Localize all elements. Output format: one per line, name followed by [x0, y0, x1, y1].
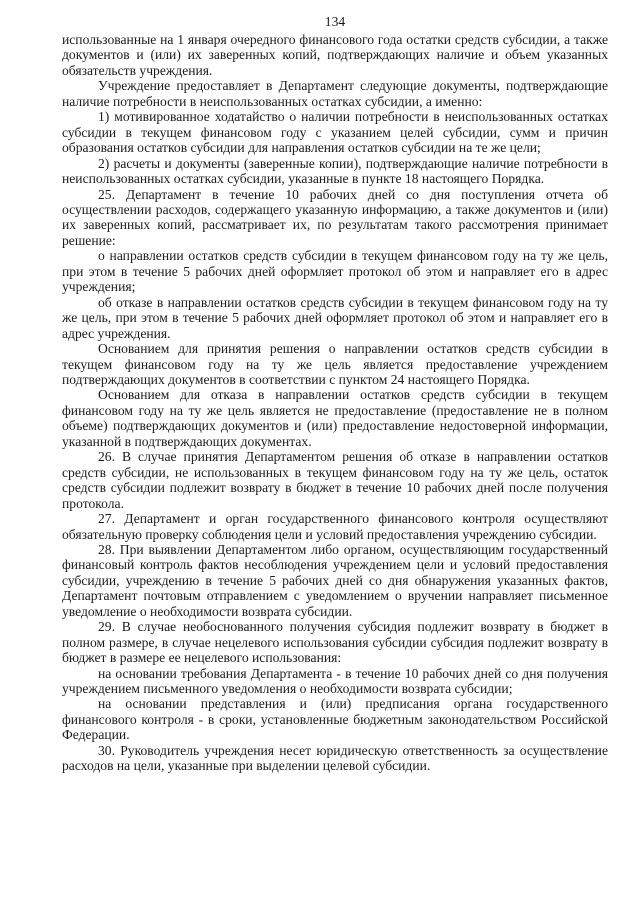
paragraph: об отказе в направлении остатков средств субсидии в текущем финансовом году на ту же цель, при этом в течение 5 рабочих дней оформляет протокол об этом и направляет его в адрес учреждения.: [62, 294, 608, 341]
paragraph: 29. В случае необоснованного получения субсидия подлежит возврату в бюджет в полном размере, в случае нецелевого использования субсидии субсидия подлежит возврату в бюджет в размере ее нецелевого использования:: [62, 619, 608, 666]
paragraph: использованные на 1 января очередного финансового года остатки средств субсидии, а также документов и (или) их заверенных копий, подтверждающих наличие и объем указанных обязательств учреждения.: [62, 32, 608, 78]
paragraph: Учреждение предоставляет в Департамент следующие документы, подтверждающие наличие потребности в неиспользованных остатках субсидии, а именно:: [62, 78, 608, 109]
document-page: [62, 14, 608, 774]
paragraph: Основанием для отказа в направлении остатков средств субсидии в текущем финансовом году на ту же цель является не предоставление (предоставление не в полном объеме) подтверждающих документов и (или) предоставление недостоверной информации, указанной в подтверждающих документах.: [62, 387, 608, 449]
paragraph: Основанием для принятия решения о направлении остатков средств субсидии в текущем финансовом году на ту же цель является предоставление учреждением подтверждающих документов в соответствии с пунктом 24 настоящего Порядка.: [62, 341, 608, 387]
paragraph: 26. В случае принятия Департаментом решения об отказе в направлении остатков средств субсидии, не использованных в текущем финансовом году на ту же цель, остаток средств субсидии подлежит возврату в бюджет в течение 10 рабочих дней после получения протокола.: [62, 449, 608, 511]
paragraph: 1) мотивированное ходатайство о наличии потребности в неиспользованных остатках субсидии в текущем финансовом году с указанием целей субсидии, сумм и причин образования остатков субсидии для направления остатков субсидии на те же цели;: [62, 109, 608, 156]
paragraph: 27. Департамент и орган государственного финансового контроля осуществляют обязательную проверку соблюдения цели и условий предоставления учреждению субсидии.: [62, 511, 608, 542]
paragraph: 2) расчеты и документы (заверенные копии), подтверждающие наличие потребности в неиспользованных остатках субсидии, указанные в пункте 18 настоящего Порядка.: [62, 155, 608, 187]
page-number: 134: [324, 14, 346, 29]
paragraph: 25. Департамент в течение 10 рабочих дней со дня поступления отчета об осуществлении расходов, содержащего указанную информацию, а также документов и (или) их заверенных копий, рассматривает их, по результатам такого рассмотрения принимает решение:: [62, 186, 608, 248]
paragraph: на основании представления и (или) предписания органа государственного финансового контроля - в сроки, установленные бюджетным законодательством Российской Федерации.: [62, 696, 608, 743]
paragraph: о направлении остатков средств субсидии в текущем финансовом году на ту же цель, при этом в течение 5 рабочих дней оформляет протокол об этом и направляет его в адрес учреждения;: [62, 248, 608, 295]
paragraph: 28. При выявлении Департаментом либо органом, осуществляющим государственный финансовый контроль фактов несоблюдения учреждением цели и условий предоставления субсидии, учреждению в течение 5 рабочих дней со дня обнаружения указанных фактов, Департамент почтовым отправлением с уведомлением о вручении направляет письменное уведомление о необходимости возврата субсидии.: [62, 541, 608, 619]
paragraph: на основании требования Департамента - в течение 10 рабочих дней со дня получения учреждением письменного уведомления о необходимости возврата субсидии;: [62, 665, 608, 697]
paragraph: 30. Руководитель учреждения несет юридическую ответственность за осуществление расходов на цели, указанные при выделении целевой субсидии.: [62, 742, 608, 774]
